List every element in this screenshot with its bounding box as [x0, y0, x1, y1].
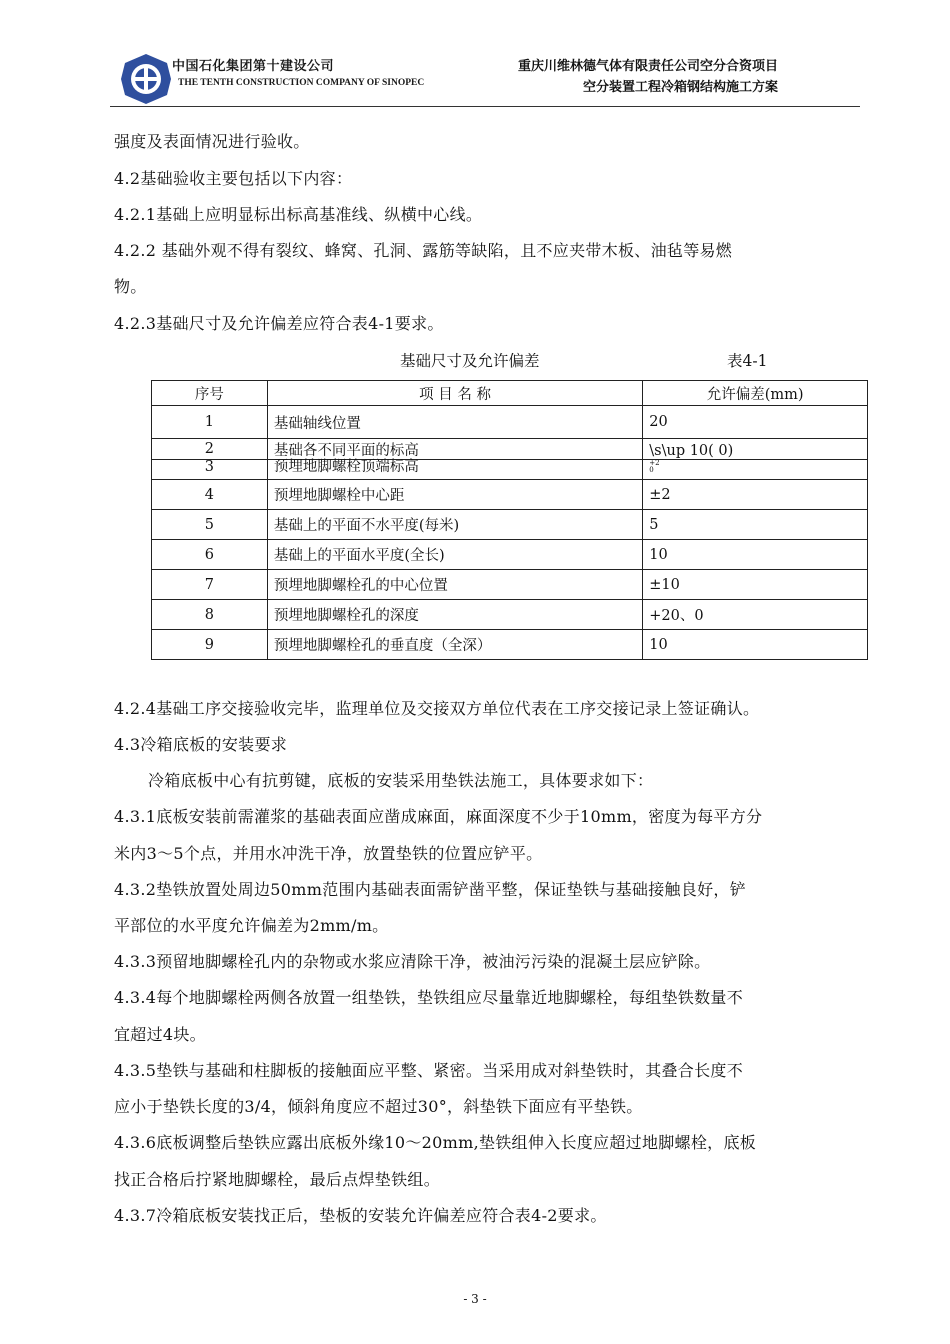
row-tolerance [643, 460, 868, 480]
section-heading: 4.3冷箱底板的安装要求 [114, 735, 288, 754]
table-header-row [152, 381, 868, 406]
row-number: 9 [152, 630, 268, 660]
paragraph: 4.3.1底板安装前需灌浆的基础表面应凿成麻面，麻面深度不少于10mm，密度为每平方分 [114, 807, 763, 826]
row-number: 6 [152, 540, 268, 570]
header-divider [110, 106, 860, 107]
paragraph: 4.2.2 基础外观不得有裂纹、蜂窝、孔洞、露筋等缺陷，且不应夹带木板、油毡等易燃 [114, 241, 733, 260]
row-tolerance: 10 [643, 630, 868, 660]
row-item: 基础上的平面水平度(全长) [267, 540, 642, 570]
row-number: 3 [152, 460, 268, 480]
paragraph: 4.3.6底板调整后垫铁应露出底板外缘10～20mm,垫铁组伸入长度应超过地脚螺栓，底板 [114, 1133, 757, 1152]
table-row [152, 570, 868, 600]
page-number: - 3 - [463, 1292, 487, 1306]
sinopec-logo-icon [120, 53, 172, 105]
row-tolerance: 10 [643, 540, 868, 570]
row-tolerance: 20 [643, 406, 868, 439]
header-cell: 序号 [152, 381, 268, 406]
paragraph: 4.3.3预留地脚螺栓孔内的杂物或水浆应清除干净，被油污污染的混凝土层应铲除。 [114, 952, 711, 971]
header-cell: 项 目 名 称 [267, 381, 642, 406]
paragraph: 强度及表面情况进行验收。 [114, 132, 310, 151]
company-name-cn: 中国石化集团第十建设公司 [172, 59, 335, 74]
paragraph: 找正合格后拧紧地脚螺栓，最后点焊垫铁组。 [114, 1170, 441, 1189]
row-tolerance: ±2 [643, 480, 868, 510]
paragraph: 4.3.5垫铁与基础和柱脚板的接触面应平整、紧密。当采用成对斜垫铁时，其叠合长度不 [114, 1061, 744, 1080]
table-row [152, 630, 868, 660]
document-title: 空分装置工程冷箱钢结构施工方案 [582, 80, 778, 95]
table-caption: 基础尺寸及允许偏差 [400, 352, 540, 370]
row-item: 基础上的平面不水平度(每米) [267, 510, 642, 540]
paragraph: 4.3.4每个地脚螺栓两侧各放置一组垫铁，垫铁组应尽量靠近地脚螺栓，每组垫铁数量不 [114, 988, 744, 1007]
paragraph: 宜超过4块。 [114, 1025, 206, 1044]
row-number: 5 [152, 510, 268, 540]
table-row [152, 540, 868, 570]
row-number: 2 [152, 439, 268, 460]
paragraph: 4.3.2垫铁放置处周边50mm范围内基础表面需铲凿平整，保证垫铁与基础接触良好，铲 [114, 880, 747, 899]
row-item: 基础轴线位置 [267, 406, 642, 439]
table-row [152, 406, 868, 439]
paragraph: 4.2.4基础工序交接验收完毕，监理单位及交接双方单位代表在工序交接记录上签证确认。 [114, 699, 760, 718]
row-item: 预埋地脚螺栓孔的深度 [267, 600, 642, 630]
table-row [152, 439, 868, 460]
row-tolerance: ±10 [643, 570, 868, 600]
row-item: 预埋地脚螺栓孔的垂直度（全深） [267, 630, 642, 660]
row-number: 1 [152, 406, 268, 439]
table-row [152, 460, 868, 480]
company-name-en: THE TENTH CONSTRUCTION COMPANY OF SINOPEC [178, 78, 425, 88]
row-item: 基础各不同平面的标高 [267, 439, 642, 460]
table-row [152, 480, 868, 510]
row-item: 预埋地脚螺栓孔的中心位置 [267, 570, 642, 600]
row-number: 8 [152, 600, 268, 630]
paragraph: 4.3.7冷箱底板安装找正后，垫板的安装允许偏差应符合表4-2要求。 [114, 1206, 607, 1225]
tolerance-lower: 0 [649, 466, 654, 474]
table-row [152, 510, 868, 540]
tolerance-table [151, 380, 868, 660]
paragraph: 米内3～5个点，并用水冲洗干净，放置垫铁的位置应铲平。 [114, 844, 543, 863]
tolerance-upper: +2 [649, 459, 660, 467]
paragraph: 平部位的水平度允许偏差为2mm/m。 [114, 916, 389, 935]
project-title: 重庆川维林德气体有限责任公司空分合资项目 [517, 59, 778, 74]
table-row [152, 600, 868, 630]
page-header [110, 45, 860, 107]
row-tolerance: 5 [643, 510, 868, 540]
row-item: 预埋地脚螺栓中心距 [267, 480, 642, 510]
paragraph: 4.2.3基础尺寸及允许偏差应符合表4-1要求。 [114, 314, 444, 333]
paragraph: 4.2.1基础上应明显标出标高基准线、纵横中心线。 [114, 205, 483, 224]
header-cell: 允许偏差(mm) [643, 381, 868, 406]
paragraph: 应小于垫铁长度的3/4，倾斜角度应不超过30°，斜垫铁下面应有平垫铁。 [114, 1097, 643, 1116]
table-number: 表4-1 [727, 352, 768, 370]
row-item: 预埋地脚螺栓顶端标高 [267, 460, 642, 480]
row-number: 4 [152, 480, 268, 510]
section-heading: 4.2基础验收主要包括以下内容： [114, 169, 353, 188]
row-tolerance: +20、0 [643, 600, 868, 630]
row-number: 7 [152, 570, 268, 600]
row-tolerance: \s\up 10( 0) [643, 439, 868, 460]
paragraph: 物。 [114, 277, 147, 296]
paragraph: 冷箱底板中心有抗剪键，底板的安装采用垫铁法施工，具体要求如下： [148, 771, 654, 790]
